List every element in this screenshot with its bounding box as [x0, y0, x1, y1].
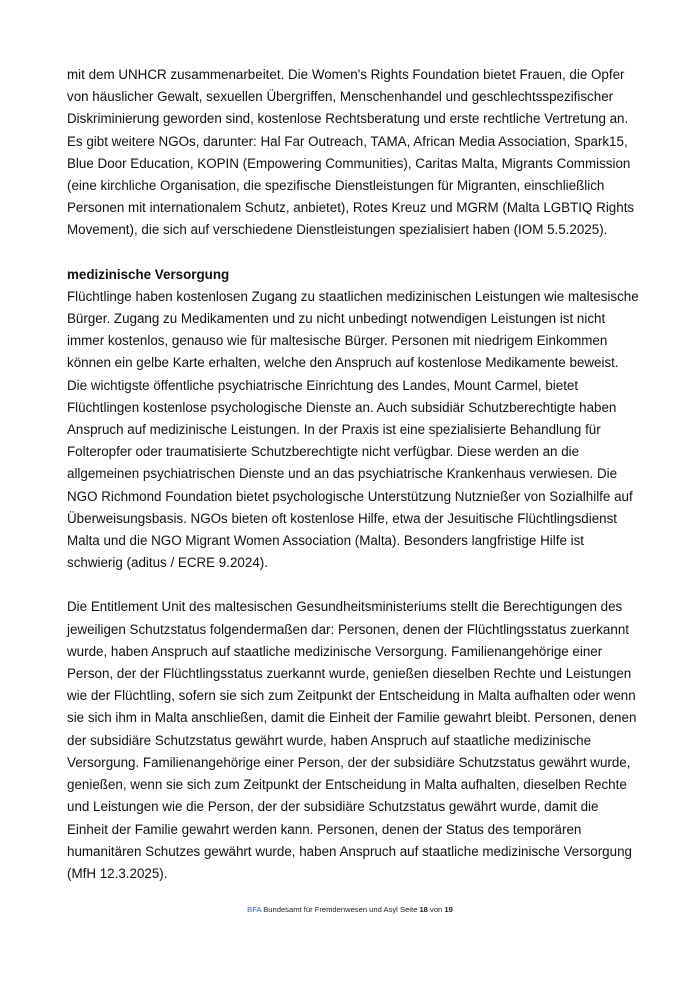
page-footer: [0, 905, 700, 914]
paragraph-spacer: [67, 574, 639, 596]
paragraph-spacer: [67, 242, 639, 264]
footer-of-word: von: [430, 905, 443, 914]
document-body: [67, 64, 639, 885]
section-heading-medical-care: medizinische Versorgung: [67, 266, 230, 282]
footer-page-total: 19: [444, 905, 453, 914]
footer-page-word: Seite: [400, 905, 418, 914]
paragraph-ngos: mit dem UNHCR zusammenarbeitet. Die Women's Rights Foundation bietet Frauen, die Opfer von häuslicher Gewalt, sexuellen Übergriffen, Menschenhandel und geschlechtsspezifischer Diskriminierung geworden sind, kostenlose Rechtsberatung und erste rechtliche Vertretung an. Es gibt weitere NGOs, darunter: Hal Far Outreach, TAMA, African Media Association, Spark15, Blue Door Education, KOPIN (Empowering Communities), Caritas Malta, Migrants Commission (eine kirchliche Organisation, die spezifische Dienstleistungen für Migranten, einschließlich Personen mit internationalem Schutz, anbietet), Rotes Kreuz und MGRM (Malta LGBTIQ Rights Movement), die sich auf verschiedene Dienstleistungen spezialisiert haben (IOM 5.5.2025).: [67, 67, 635, 238]
footer-logo-text: BFA: [247, 905, 262, 914]
footer-org-name: Bundesamt für Fremdenwesen und Asyl: [263, 905, 398, 914]
footer-page-number: 18: [419, 905, 428, 914]
paragraph-entitlement-unit: Die Entitlement Unit des maltesischen Gesundheitsministeriums stellt die Berechtigungen des jeweiligen Schutzstatus folgendermaßen dar: Personen, denen der Flüchtlingsstatus zuerkannt wurde, haben Anspruch auf staatliche medizinische Versorgung. Familienangehörige einer Person, der der Flüchtlingsstatus zuerkannt wurde, genießen dieselben Rechte und Leistungen wie der Flüchtling, sofern sie sich zum Zeitpunkt der Entscheidung in Malta aufhalten oder wenn sie sich ihm in Malta anschließen, damit die Einheit der Familie gewahrt bleibt. Personen, denen der subsidiäre Schutzstatus gewährt wurde, haben Anspruch auf staatliche medizinische Versorgung. Familienangehörige einer Person, der der subsidiäre Schutzstatus gewährt wurde, genießen, wenn sie sich zum Zeitpunkt der Entscheidung in Malta aufhalten, dieselben Rechte und Leistungen wie die Person, der der subsidiäre Schutzstatus gewährt wurde, damit die Einheit der Familie gewahrt werden kann. Personen, denen der Status des temporären humanitären Schutzes gewährt wurde, haben Anspruch auf staatliche medizinische Versorgung (MfH 12.3.2025).: [67, 599, 637, 881]
paragraph-medical-access: Flüchtlinge haben kostenlosen Zugang zu staatlichen medizinischen Leistungen wie maltesische Bürger. Zugang zu Medikamenten und zu nicht unbedingt notwendigen Leistungen ist nicht immer kostenlos, genauso wie für maltesische Bürger. Personen mit niedrigem Einkommen können ein gelbe Karte erhalten, welche den Anspruch auf kostenlose Medikamente beweist. Die wichtigste öffentliche psychiatrische Einrichtung des Landes, Mount Carmel, bietet Flüchtlingen kostenlose psychologische Dienste an. Auch subsidiär Schutzberechtigte haben Anspruch auf medizinische Leistungen. In der Praxis ist eine spezialisierte Behandlung für Folteropfer oder traumatisierte Schutzberechtigte nicht verfügbar. Diese werden an die allgemeinen psychiatrischen Dienste und an das psychiatrische Krankenhaus verwiesen. Die NGO Richmond Foundation bietet psychologische Unterstützung Nutznießer von Sozialhilfe auf Überweisungsbasis. NGOs bieten oft kostenlose Hilfe, etwa der Jesuitische Flüchtlingsdienst Malta und die NGO Migrant Women Association (Malta). Besonders langfristige Hilfe ist schwierig (aditus / ECRE 9.2024).: [67, 288, 639, 571]
